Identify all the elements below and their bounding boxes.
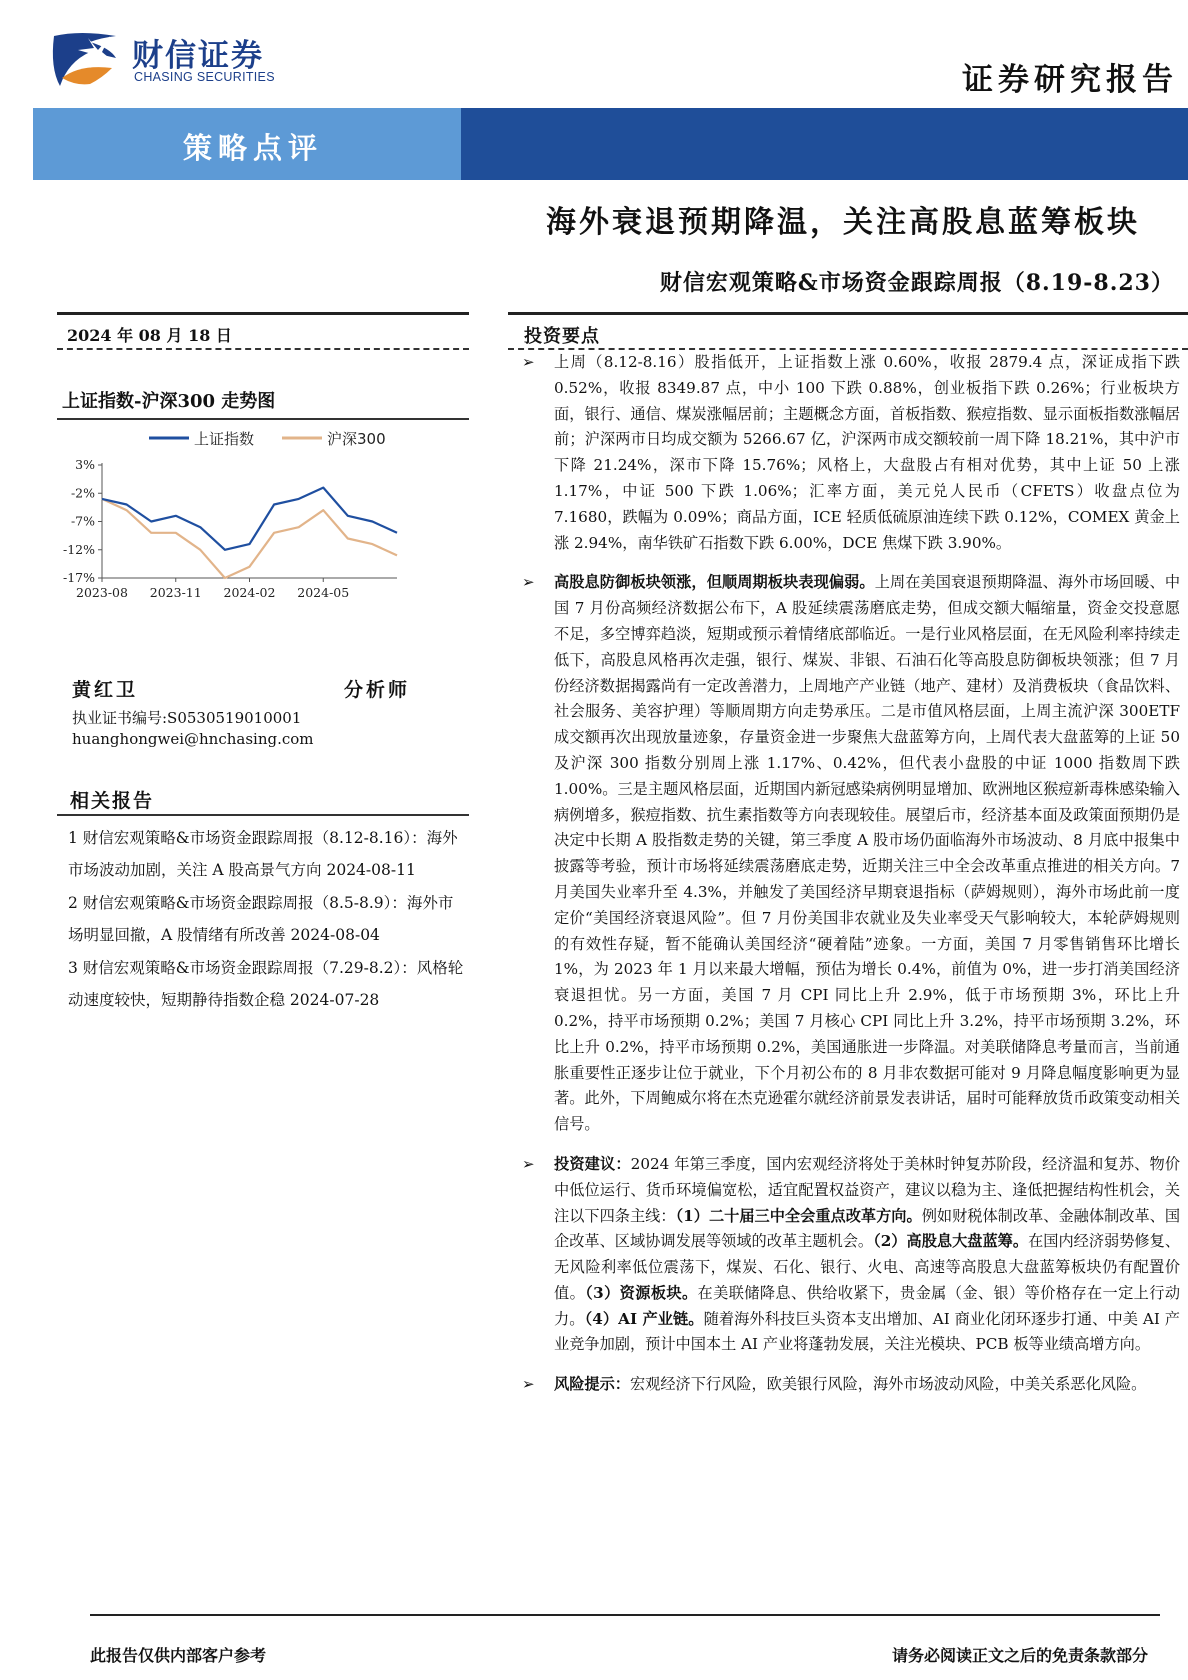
y-tick-label: -7% bbox=[70, 513, 95, 529]
x-tick-label: 2024-02 bbox=[223, 585, 276, 600]
advice-theme-2-text: 在国内经济弱势修复、无风险利率低位震荡下，煤炭、石化、银行、火电、高速等高股息大盘蓝筹板块仍有配置价值。 bbox=[554, 1232, 1181, 1302]
advice-theme-3: （3）资源板块。 bbox=[585, 1283, 698, 1302]
bullet-risk-warning bbox=[520, 1372, 1180, 1398]
analyst-cert: 执业证书编号:S0530519010001 bbox=[72, 709, 302, 727]
bullet-market-review bbox=[520, 350, 1180, 556]
report-title: 海外衰退预期降温，关注高股息蓝筹板块 bbox=[546, 205, 1140, 240]
related-report-item[interactable]: 2 财信宏观策略&市场资金跟踪周报（8.5-8.9）：海外市场明显回撤，A 股情绪有所改善 2024-08-04 bbox=[68, 894, 454, 944]
related-reports-heading: 相关报告 bbox=[70, 790, 155, 812]
bullet-text bbox=[554, 570, 1180, 1138]
y-tick-label: 3% bbox=[75, 457, 95, 472]
brand-name-en: CHASING SECURITIES bbox=[134, 70, 275, 84]
date-box bbox=[57, 312, 469, 350]
x-tick-label: 2024-05 bbox=[297, 585, 350, 600]
advice-theme-4-text: 随着海外科技巨头资本支出增加、AI 商业化闭环逐步打通、中美 AI 产业竞争加剧，预计中国本土 AI 产业将蓬勃发展，关注光模块、PCB 板等业绩高增方向。 bbox=[554, 1309, 1180, 1354]
arrow-bullet-icon: ➢ bbox=[522, 1154, 535, 1173]
y-tick-label: -17% bbox=[62, 570, 95, 585]
chart-title: 上证指数-沪深300 走势图 bbox=[62, 391, 276, 412]
advice-theme-1-text: 例如财税体制改革、金融体制改革、国企改革、区域协调发展等领域的改革主题机会。 bbox=[554, 1206, 1181, 1251]
y-tick-label: -2% bbox=[70, 485, 95, 501]
brand-name-cn: 财信证券 bbox=[132, 38, 264, 74]
related-reports-list bbox=[68, 822, 464, 1017]
report-date: 2024 年 08 月 18 日 bbox=[67, 326, 232, 345]
chasing-logo-icon bbox=[50, 28, 122, 88]
advice-body: 2024 年第三季度，国内宏观经济将处于美林时钟复苏阶段，经济温和复苏、物价中低位运行、货币环境偏宽松，适宜配置权益资产，建议以稳为主、逢低把握结构性机会，关注以下四条主线： bbox=[554, 1154, 1181, 1225]
analyst-role: 分析师 bbox=[344, 679, 411, 701]
x-tick-label: 2023-08 bbox=[76, 585, 128, 600]
arrow-bullet-icon: ➢ bbox=[522, 573, 535, 592]
arrow-bullet-icon: ➢ bbox=[522, 1375, 535, 1394]
advice-theme-2: （2）高股息大盘蓝筹。 bbox=[873, 1232, 1029, 1251]
advice-theme-4: （4）AI 产业链。 bbox=[584, 1309, 704, 1328]
bullet-text bbox=[554, 1152, 1180, 1358]
index-trend-chart bbox=[57, 425, 469, 640]
footer-disclaimer: 请务必阅读正文之后的免责条款部分 bbox=[891, 1646, 1148, 1665]
bullet-bold-lead: 高股息防御板块领涨，但顺周期板块表现偏弱。 bbox=[554, 573, 875, 592]
analyst-email[interactable]: huanghongwei@hnchasing.com bbox=[72, 730, 314, 748]
arrow-bullet-icon: ➢ bbox=[522, 353, 535, 371]
report-subtitle: 财信宏观策略&市场资金跟踪周报（8.19-8.23） bbox=[659, 270, 1174, 296]
advice-theme-3-text: 在美联储降息、供给收紧下，贵金属（金、银）等价格存在一定上行动力。 bbox=[554, 1283, 1181, 1328]
related-report-item[interactable]: 1 财信宏观策略&市场资金跟踪周报（8.12-8.16）：海外市场波动加剧，关注 A 股高景气方向 2024-08-11 bbox=[68, 829, 458, 879]
risk-body: 宏观经济下行风险，欧美银行风险，海外市场波动风险，中美关系恶化风险。 bbox=[629, 1375, 1147, 1394]
banner-label: 策略点评 bbox=[183, 131, 324, 165]
legend-label-1: 上证指数 bbox=[194, 430, 255, 448]
footer-rule bbox=[90, 1614, 1160, 1616]
series-line-2 bbox=[102, 499, 397, 578]
key-points-header bbox=[508, 312, 1188, 350]
key-points-body bbox=[520, 350, 1180, 1412]
y-tick-label: -12% bbox=[62, 541, 95, 557]
legend-label-2: 沪深300 bbox=[327, 430, 386, 448]
risk-lead: 风险提示： bbox=[554, 1375, 630, 1394]
related-report-item[interactable]: 3 财信宏观策略&市场资金跟踪周报（7.29-8.2）：风格轮动速度较快，短期静待指数企稳 2024-07-28 bbox=[68, 959, 464, 1009]
bullet-body: 上周在美国衰退预期降温、海外市场回暖、中国 7 月份高频经济数据公布下，A 股延续震荡磨底走势，但成交额大幅缩量，资金交投意愿不足，多空博弈趋淡，短期或预示着情绪底部临近。一是行业风格层面，在无风险利率持续走低下，高股息风格再次走强，银行、煤炭、非银、石油石化等高股息防御板块领涨；但 7 月份经济数据揭露尚有一定改善潜力，上周地产产业链（地产、建材）及消费板块（食品饮料、社会服务、美容护理）等顺周期方向走势承压。二是市值风格层面，上周主流沪深 300ETF 成交额再次出现放量迹象，存量资金进一步聚焦大盘蓝筹方向，上周代表大盘蓝筹的上证 50 及沪深 300 指数分别周上涨 1.17%、0.42%，但代表小盘股的中证 1000 指数周下跌 1.00%。三是主题风格层面，近期国内新冠感染病例明显增加、欧洲地区猴痘新毒株感染输入病例增多，猴痘指数、抗生素指数等方向表现较佳。展望后市，经济基本面及政策面预期仍是决定中长期 A 股指数走势的关键，第三季度 A 股市场仍面临海外市场波动、8 月底中报集中披露等考验，预计市场将延续震荡磨底走势，近期关注三中全会改革重点推进的相关方向。7 月美国失业率升至 4.3%，并触发了美国经济早期衰退指标（萨姆规则），海外市场此前一度定价“美国经济衰退风险”。但 7 月份美国非农就业及失业率受天气影响较大，本轮萨姆规则的有效性存疑，暂不能确认美国经济“硬着陆”迹象。一方面，美国 7 月零售销售环比增长 1%，为 2023 年 1 月以来最大增幅，预估为增长 0.4%，前值为 0%，进一步打消美国经济衰退担忧。另一方面，美国 7 月 CPI 同比上升 2.9%，低于市场预期 3%，环比上升 0.2%，持平市场预期 0.2%；美国 7 月核心 CPI 同比上升 3.2%，持平市场预期 3.2%，环比上升 0.2%，持平市场预期 0.2%，美国通胀进一步降温。对美联储降息考量而言，当前通胀重要性正逐步让位于就业，下个月初公布的 8 月非农数据可能对 9 月降息幅度影响更为显著。此外，下周鲍威尔将在杰克逊霍尔就经济前景发表讲话，届时可能释放货币政策变动相关信号。 bbox=[554, 573, 1181, 1134]
category-banner bbox=[33, 108, 1188, 180]
related-reports-rule bbox=[57, 814, 469, 816]
bullet-text: 上周（8.12-8.16）股指低开，上证指数上涨 0.60%，收报 2879.4 点，深证成指下跌 0.52%，收报 8349.87 点，中小 100 下跌 0.88%，创业板指下跌 0.26%；行业板块方面，银行、通信、煤炭涨幅居前；主题概念方面，首板指数、猴痘指数、显示面板指数涨幅居前；沪深两市日均成交额为 5266.67 亿，沪深两市成交额较前一周下降 18.21%，其中沪市下降 21.24%，深市下降 15.76%；风格上，大盘股占有相对优势，其中上证 50 上涨 1.17%，中证 500 下跌 1.06%；汇率方面，美元兑人民币（CFETS）收盘点位为 7.1680，跌幅为 0.09%；商品方面，ICE 轻质低硫原油连续下跌 0.12%，COMEX 黄金上涨 2.94%，南华铁矿石指数下跌 6.00%，DCE 焦煤下跌 3.90%。 bbox=[554, 353, 1180, 552]
bullet-market-analysis bbox=[520, 570, 1180, 1138]
bullet-investment-advice bbox=[520, 1152, 1180, 1358]
banner-dark-block bbox=[461, 108, 1188, 180]
key-points-heading: 投资要点 bbox=[524, 326, 600, 347]
bullet-text bbox=[554, 1372, 1180, 1398]
advice-theme-1: （1）二十届三中全会重点改革方向。 bbox=[675, 1206, 922, 1225]
advice-lead: 投资建议： bbox=[554, 1154, 631, 1173]
banner-light-block bbox=[33, 108, 461, 180]
brand-logo bbox=[50, 28, 330, 90]
report-type: 证券研究报告 bbox=[962, 62, 1178, 98]
chart-title-rule bbox=[57, 418, 469, 420]
analyst-name: 黄红卫 bbox=[72, 679, 139, 701]
footer-note: 此报告仅供内部客户参考 bbox=[90, 1646, 267, 1665]
x-tick-label: 2023-11 bbox=[149, 585, 202, 600]
